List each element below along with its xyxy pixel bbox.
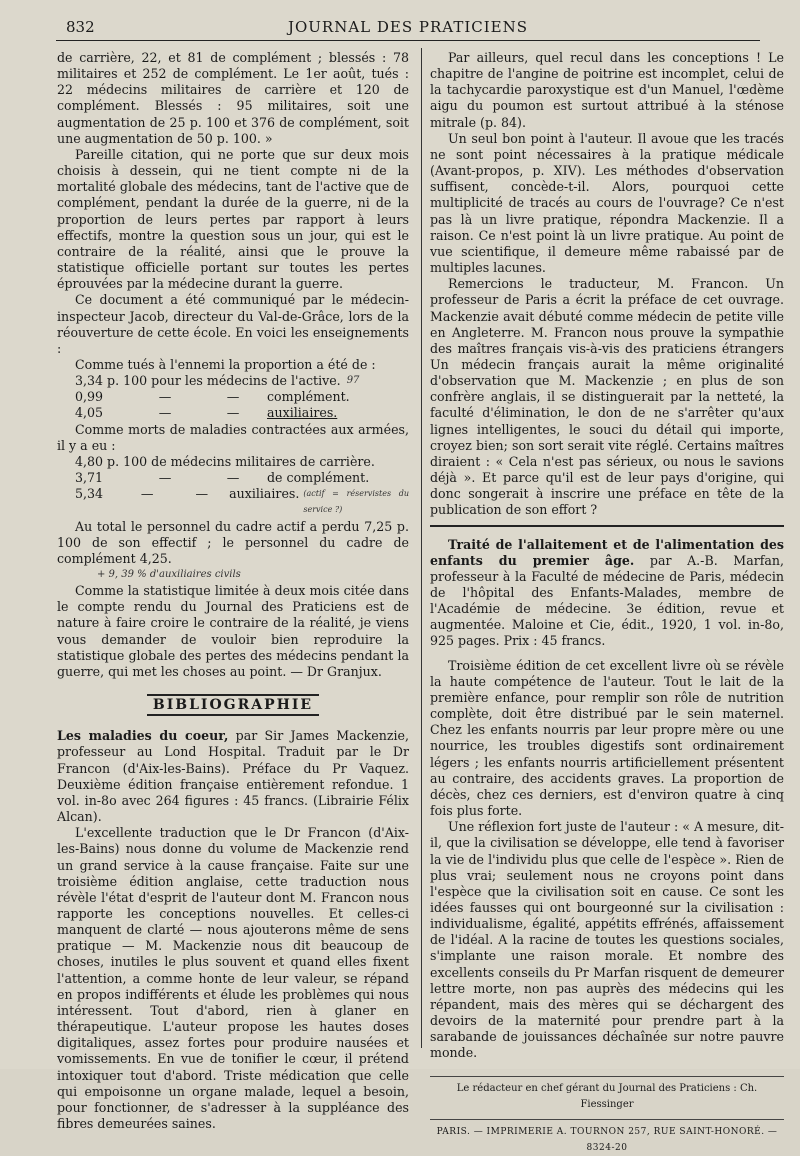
stat-dash: —	[195, 486, 209, 502]
left-column	[57, 50, 409, 1132]
stat-label: de complément.	[267, 470, 370, 486]
paragraph: Un seul bon point à l'auteur. Il avoue que les tracés ne sont point nécessaires à la pratique médicale (Avant-propos, p. XIV). Les méthodes d'observation suffisent, concède-t-il. Alors, pourquoi cette multiplicité de tracés au cours de l'ouvrage? Ce n'est pas là un livre pratique, répondra Mackenzie. Il a raison. Ce n'est point là un livre pratique. Au point de vue scientifique, il demeure même rabaissé par de multiples lacunes.	[430, 130, 784, 276]
stat-dash: —	[158, 389, 172, 405]
stat-row	[57, 470, 409, 486]
review-entry	[430, 537, 784, 650]
section-rule	[430, 525, 784, 527]
stat-row	[57, 389, 409, 405]
stat-text: 3,34 p. 100 pour les médecins de l'active.	[75, 373, 341, 389]
running-header	[56, 14, 760, 41]
stat-dash: —	[226, 470, 240, 486]
paragraph: de carrière, 22, et 81 de complément ; blessés : 78 militaires et 252 de complément. Le 1er août, tués : 22 médecins militaires de carrière et 120 de complément. Blessés : 95 militaires, soit une augmentation de 25 p. 100 et 376 de complément, soit une augmentation de 50 p. 100. »	[57, 50, 409, 146]
stat-dash: —	[140, 486, 154, 502]
review-entry	[57, 728, 409, 825]
stat-dash: —	[158, 405, 172, 421]
stat-value: 5,34	[75, 486, 104, 502]
paragraph: Comme morts de maladies contractées aux armées, il y a eu :	[57, 421, 409, 453]
paragraph: L'excellente traduction que le Dr Francon (d'Aix-les-Bains) nous donne du volume de Mackenzie rend un grand service à la cause française. Faite sur une troisième édition anglaise, cette traduction nous révèle l'état d'esprit de l'auteur dont M. Francon nous rapporte les conceptions nouvelles. Et celles-ci manquent de clarté — nous ajouterons même de sens pratique — M. Mackenzie nous dit beaucoup de choses, inutiles le plus souvent et quand elles fixent l'attention, a comme honte de leur valeur, se répand en propos indifférents et élude les problèmes qui nous intéressent. Tout d'abord, rien à glaner en thérapeutique. L'auteur propose les hautes doses digitaliques, assez fortes pour produire nausées et vomissements. En vue de tonifier le cœur, il prétend intoxiquer tout d'abord. Triste médication que celle qui empoisonne un organe malade, lequel a besoin, pour fonctionner, de s'adresser à la suppléance des fibres demeurées saines.	[57, 825, 409, 1131]
review-citation: par A.-B. Marfan, professeur à la Faculté de médecine de Paris, médecin de l'hôpital des Enfants-Malades, membre de l'Académie de médecine. 3e édition, revue et augmentée. Maloine et Cie, édit., 1920, 1 vol. in-8o, 925 pages. Prix : 45 francs.	[430, 552, 785, 649]
stat-row	[57, 373, 409, 389]
paragraph: Ce document a été communiqué par le médecin-inspecteur Jacob, directeur du Val-de-Grâce, lors de la réouverture de cette école. En voici les enseignements :	[57, 292, 409, 356]
paragraph: Remercions le traducteur, M. Francon. Un professeur de Paris a écrit la préface de cet ouvrage. Mackenzie avait débuté comme médecin de petite ville en Angleterre. M. Francon nous prouve la sympathie des maîtres français vis-à-vis des praticiens étrangers Un médecin français aurait la même originalité d'observation que M. Mackenzie ; en plus de son confrère anglais, il se distinguerait par la netteté, la faculté d'élimination, le don de ne s'arrêter qu'aux lignes intelligentes, le souci du détail qui importe, croyez bien; son sort serait vite réglé. Certains maîtres diraient : « Cela n'est pas sérieux, ou nous le savions déjà ». Et parce qu'il est de leur pays d'origine, qui donc songerait à inscrire une préface en tête de la publication de son effort ?	[430, 276, 784, 518]
paragraph: Troisième édition de cet excellent livre où se révèle la haute compétence de l'auteur. Tout le lait de la première enfance, pour remplir son rôle de nutrition complète, doit être distribué par le sein maternel. Chez les enfants nourris par leur propre mère ou une nourrice, les troubles digestifs sont ordinairement légers ; les enfants nourris artificiellement présentent au contraire, des accidents graves. La proportion de décès, chez ces derniers, est d'environ quatre à cinq fois plus forte.	[430, 657, 784, 819]
review-citation: par Sir James Mackenzie, professeur au Lond Hospital. Traduit par le Dr Francon (d'Aix-les-Bains). Préface du Pr Vaquez. Deuxième édition française entièrement refondue. 1 vol. in-8o avec 264 figures : 45 francs. (Librairie Félix Alcan).	[57, 728, 409, 825]
stat-text: 4,80 p. 100 de médecins militaires de carrière.	[75, 453, 375, 469]
handwritten-note: (actif = réservistes du service ?)	[303, 489, 410, 515]
stat-value: 0,99	[75, 389, 104, 405]
paragraph: Au total le personnel du cadre actif a perdu 7,25 p. 100 de son effectif ; le personnel du cadre de complément 4,25.	[57, 518, 409, 566]
right-column	[430, 50, 784, 1156]
section-heading-text: BIBLIOGRAPHIE	[147, 694, 319, 716]
journal-title: JOURNAL DES PRATICIENS	[287, 18, 529, 36]
stat-value: 4,05	[75, 405, 104, 421]
stat-row	[57, 405, 409, 421]
stat-row	[57, 454, 409, 470]
stat-dash: —	[226, 405, 240, 421]
stat-row	[57, 486, 409, 518]
stat-label: auxiliaires.	[229, 486, 300, 502]
paragraph: Comme la statistique limitée à deux mois citée dans le compte rendu du Journal des Praticiens est de nature à faire croire le contraire de la réalité, je viens vous demander de vouloir bien reproduire la statistique globale des pertes des médecins pendant la guerre, qui met les choses au point. — Dr Granjux.	[57, 583, 409, 679]
column-divider	[421, 48, 422, 1048]
review-title: Traité de l'allaitement et de l'alimentation des enfants du premier âge.	[430, 536, 784, 568]
stat-label: complément.	[267, 389, 350, 405]
stat-label: auxiliaires.	[267, 405, 338, 421]
paragraph: Par ailleurs, quel recul dans les conceptions ! Le chapitre de l'angine de poitrine est incomplet, celui de la tachycardie paroxystique est d'un Manuel, l'œdème aigu du poumon est surtout attribué à la sténose mitrale (p. 84).	[430, 50, 784, 130]
paragraph: Comme tués à l'ennemi la proportion a été de :	[75, 356, 376, 372]
paragraph: Une réflexion fort juste de l'auteur : « A mesure, dit-il, que la civilisation se développe, elle tend à favoriser la vie de l'individu plus que celle de l'espèce ». Rien de plus vrai; seulement nous ne croyons point dans l'espèce que la civilisation soit en cause. Ce sont les idées fausses qui ont bourgeonné sur la civilisation : individualisme, égalité, appétits effrénés, affaissement de l'idéal. A la racine de toutes les questions sociales, s'implante une raison morale. Et nombre des excellents conseils du Pr Marfan risquent de demeurer lettre morte, non pas auprès des médecins qui les répandent, mais des mères qui se déchargent des devoirs de la maternité pour prendre part à la sarabande de jouissances déchaînée sur notre pauvre monde.	[430, 819, 784, 1061]
paragraph: Pareille citation, qui ne porte que sur deux mois choisis à dessein, qui ne tient compte ni de la mortalité globale des médecins, tant de l'active que de complément, pendant la durée de la guerre, ni de la proportion de leurs pertes par rapport à leurs effectifs, montre la question sous un jour, qui est le contraire de la réalité, ainsi que le prouve la statistique officielle portant sur toutes les pertes éprouvées par la médecine durant la guerre.	[57, 146, 409, 292]
printer-imprint: PARIS. — IMPRIMERIE A. TOURNON 257, RUE SAINT-HONORÉ. — 8324-20	[430, 1119, 784, 1156]
handwritten-note: + 9, 39 % d'auxiliaires civils	[97, 569, 241, 580]
footer-rule	[430, 1076, 784, 1077]
editor-note: Le rédacteur en chef gérant du Journal des Praticiens : Ch. Fiessinger	[456, 1082, 758, 1110]
stat-value: 3,71	[75, 470, 104, 486]
review-title: Les maladies du coeur,	[57, 728, 229, 744]
section-heading	[57, 694, 409, 716]
spacer	[430, 650, 784, 658]
page-number: 832	[66, 18, 95, 36]
stat-dash: —	[158, 470, 172, 486]
handwritten-note: 97	[346, 375, 360, 387]
stat-dash: —	[226, 389, 240, 405]
